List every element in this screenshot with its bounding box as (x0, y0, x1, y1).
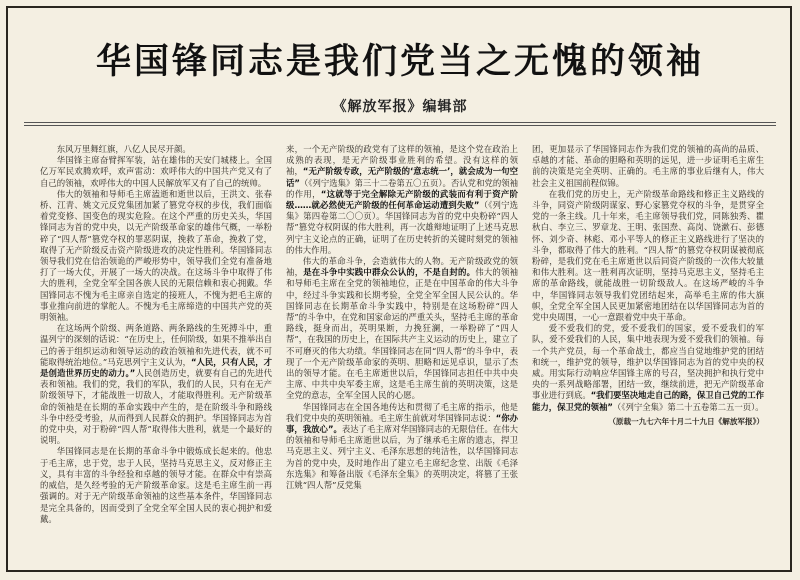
paragraph-text: 伟大的革命斗争，会造就伟大的人物。无产阶级政党的领袖， (286, 256, 518, 278)
paragraph: 在我们党的历史上，无产阶级革命路线和修正主义路线的斗争，同资产阶级阴谋家、野心家篡党夺权的斗争，是贯穿全党的一条主线。几十年来，毛主席领导我们党，同陈独秀、瞿秋白、李立三、罗章龙、王明、张国焘、高岗、饶漱石、彭德怀、刘少奇、林彪、邓小平等人的修正主义路线进行了坚决的斗争，都取得了伟大的胜利。“四人帮”的篡党夺权阴谋被彻底粉碎，是我们党在毛主席逝世以后同资产阶级的一次伟大较量和伟大胜利。这一胜利再次证明，坚持马克思主义，坚持毛主席的革命路线，就能战胜一切阶级敌人。在这场严峻的斗争中，华国锋同志领导我们党团结起来，高举毛主席的伟大旗帜，全党全军全国人民更加紧密地团结在以华国锋同志为首的党中央周围，一心一意跟着党中央干革命。 (532, 188, 764, 323)
paragraph-text: 华国锋同志在全国各地传达和贯彻了毛主席的指示，他是我们党中央的英明领袖。毛主席生前就对华国锋同志说： (286, 401, 518, 423)
paragraph: 华国锋同志是在长期的革命斗争中锻炼成长起来的。他忠于毛主席，忠于党，忠于人民，坚持马克思主义，反对修正主义，具有丰富的斗争经验和卓越的领导才能。在群众中有崇高的威信，是久经考验的无产阶级革命家。这是毛主席生前一再强调的。对于无产阶级革命领袖的这些基本条件，华国锋同志是完全具备的，因而受到了全党全军全国人民的衷心拥护和爱戴。 (40, 446, 272, 524)
bold-quote: “我们要坚决地走自己的路，保卫自己党的工作能力，保卫党的领袖” (532, 390, 764, 412)
paragraph: 华国锋主席奋臂挥军装，站在雄伟的天安门城楼上。全国亿万军民欢腾欢呼，欢声雷动：欢呼伟大的中国共产党又有了自己的领袖，欢呼伟大的中国人民解放军又有了自己的统帅。 (40, 155, 272, 188)
paragraph-text: 来，一个无产阶级的政党有了这样的领袖，是这个党在政治上成熟的表现，是无产阶级事业胜利的希望。没有这样的领袖， (286, 144, 518, 177)
paragraph: 伟大的领袖和导师毛主席溘逝和逝世以后，王洪文、张春桥、江青、姚文元反党集团加紧了篡党夺权的步伐，我们面临着党变修、国变色的现实危险。在这个严重的历史关头，华国锋同志为首的党中央，以无产阶级革命家的雄伟气概，一举粉碎了“四人帮”篡党夺权的罪恶阴谋，挽救了革命，挽救了党，取得了无产阶级反击资产阶级进攻的决定性胜利。华国锋同志领导我们党在信治领诡的严峻形势中，领导我们全党有准备地打了一场大仗，开展了一场大的决战。在这场斗争中取得了伟大的胜利，全党全军全国各族人民的无限信赖和衷心拥戴。华国锋同志不愧为毛主席亲自选定的接班人，不愧为把毛主席的事业推向前进的掌舵人。不愧为毛主席缔造的中国共产党的英明领袖。 (40, 188, 272, 323)
article-body (40, 144, 764, 564)
bold-quote: “这就等于完全解除无产阶级的武装而有利于资产阶级……就必然使无产阶级的任何革命运动遭到失败” (286, 188, 518, 211)
paragraph-text: （《列宁选集》第四卷第二〇〇页）。华国锋同志为首的党中央粉碎“四人帮”篡党夺权阴谋的伟大胜利，再一次雄辩地证明了上述马克思列宁主义论点的正确，证明了在历史转折的关键时刻党的领袖的伟大作用。 (286, 200, 518, 255)
paragraph (532, 323, 764, 413)
paragraph-text: 表达了毛主席对华国锋同志的无限信任。在伟大的领袖和导师毛主席逝世以后，为了继承毛主席的遗志，捍卫马克思主义、列宁主义、毛泽东思想的纯洁性，以华国锋同志为首的党中央，及时地作出了建立毛主席纪念堂、出版《毛泽东选集》和筹备出版《毛泽东全集》的英明决定，将篡了王张江姚“四人帮”反党集 (286, 424, 518, 491)
paragraph (286, 256, 518, 402)
paragraph-text: （《列宁全集》第二十五卷第二五一页）。 (612, 401, 764, 412)
paragraph (40, 323, 272, 446)
text-column-3 (532, 144, 764, 564)
bold-quote: “你办事，我放心”。 (286, 412, 518, 435)
bold-quote: “无产阶级专政，无产阶级的‘意志统一’，就会成为一句空话” (286, 166, 518, 188)
divider (24, 125, 776, 126)
paragraph-text: 伟大的领袖和导师毛主席在全党的领袖地位，正是在中国革命的伟大斗争中，经过斗争实践和长期考验，全党全军全国人民公认的。华国锋同志在长期革命斗争实践中，特别是在这场粉碎“四人帮”的斗争中，在党和国家命运的严重关头，坚持毛主席的革命路线，挺身而出，英明果断，力挽狂澜，一举粉碎了“四人帮”，在我国的历史上，在国际共产主义运动的历史上，建立了不可磨灭的伟大功绩。华国锋同志在同“四人帮”的斗争中，表现了一个无产阶级革命家的英明、胆略和远见卓识，显示了杰出的领导才能。在毛主席逝世以后，华国锋同志担任中共中央主席、中共中央军委主席，这是毛主席生前的英明决策，这是全党的意志，全军全国人民的心愿。 (286, 267, 518, 401)
paragraph (286, 144, 518, 256)
paragraph-text: 爱不爱我们的党，爱不爱我们的国家，爱不爱我们的军队，爱不爱我们的人民，集中地表现为爱不爱我们的领袖。每一个共产党员，每一个革命战士，都应当自觉地维护党的团结和统一，维护党的领导，维护以华国锋同志为首的党中央的权威。用实际行动响应华国锋主席的号召，坚决拥护和执行党中央的一系列战略部署，团结一致，继续前进，把无产阶级革命事业进行到底。 (532, 323, 764, 401)
paragraph: 团，更加显示了华国锋同志作为我们党的领袖的高尚的品质、卓越的才能、革命的胆略和英明的远见，进一步证明毛主席生前的决策是完全英明、正确的。毛主席的事业后继有人，伟大社会主义祖国前程似锦。 (532, 144, 764, 188)
paragraph-text: 人民创造历史，就要有自己的先进代表和领袖。我们的党，我们的军队，我们的人民，只有在无产阶级领导下，才能战胜一切敌人，才能取得胜利。无产阶级革命的领袖是在长期的革命实践中产生的，是在阶级斗争和路线斗争中经受考验，从而得到人民群众的拥护。华国锋同志为首的党中央，对于粉碎“四人帮”取得伟大胜利，就是一个最好的说明。 (40, 368, 272, 446)
paragraph (286, 402, 518, 492)
paragraph: 东风万里舞红旗，八亿人民尽开颜。 (56, 144, 191, 154)
text-column-2 (286, 144, 518, 564)
article-title: 华国锋同志是我们党当之无愧的领袖 (95, 42, 704, 82)
paragraph-text: （《列宁选集》第三十二卷第五〇五页）。否认党和党的领袖的作用， (286, 177, 518, 199)
source-note: （原载一九七六年十月二十九日《解放军报》） (608, 416, 764, 426)
text-column-1 (40, 144, 272, 564)
bold-quote: 是在斗争中实践中群众公认的，不是自封的。 (303, 267, 476, 278)
article-byline: 《解放军报》编辑部 (332, 99, 468, 115)
paragraph-text: 在这场两个阶级、两条道路、两条路线的生死搏斗中，重温列宁的深刻的话说：“在历史上，任何阶级，如果不推举出自己的善于组织运动和领导运动的政治领袖和先进代表，就不可能取得统治地位。”马克思列宁主义认为， (40, 323, 272, 367)
divider (24, 122, 776, 123)
bold-quote: “人民，只有人民，才是创造世界历史的动力。” (40, 356, 272, 379)
